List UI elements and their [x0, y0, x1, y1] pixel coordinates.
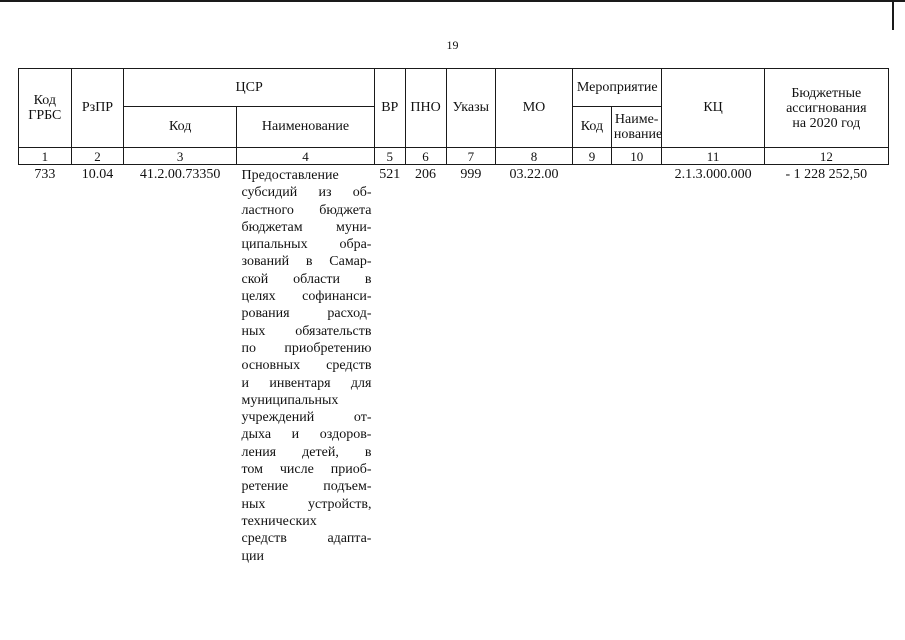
- name-line: средств адапта-: [241, 531, 372, 547]
- name-line: Предоставление: [241, 168, 339, 183]
- right-border-line: [892, 0, 894, 30]
- cell-vr: 521: [374, 165, 405, 565]
- cell-csr-code: 41.2.00.73350: [124, 165, 237, 565]
- header-csr-name: Наименование: [237, 107, 375, 148]
- name-line: зований в Самар-: [241, 254, 372, 270]
- header-grbs: Код ГРБС: [19, 69, 72, 148]
- name-line: ципальных обра-: [241, 237, 372, 253]
- column-number: 2: [71, 148, 124, 165]
- name-line: технических: [241, 513, 317, 529]
- name-line: по приобретению: [241, 340, 372, 356]
- column-number: 10: [611, 148, 662, 165]
- header-mer-code: Код: [572, 107, 611, 148]
- cell-ukazy: 999: [446, 165, 496, 565]
- name-line: и инвентаря для: [241, 375, 372, 391]
- header-ukazy: Указы: [446, 69, 496, 148]
- header-mo: МО: [496, 69, 573, 148]
- header-csr-code: Код: [124, 107, 237, 148]
- column-number: 6: [405, 148, 446, 165]
- column-number: 8: [496, 148, 573, 165]
- name-line: ных обязательств: [241, 323, 372, 339]
- cell-amount: - 1 228 252,50: [764, 165, 888, 565]
- name-line: ных устройств,: [241, 496, 372, 512]
- column-number: 11: [662, 148, 764, 165]
- header-vr: ВР: [374, 69, 405, 148]
- cell-mer-name: [611, 165, 662, 565]
- name-line: ской области в: [241, 271, 372, 287]
- name-line: ления детей, в: [241, 444, 372, 460]
- column-number: 9: [572, 148, 611, 165]
- cell-grbs: 733: [19, 165, 72, 565]
- header-mer-name: Наиме- нование: [611, 107, 662, 148]
- cell-kc: 2.1.3.000.000: [662, 165, 764, 565]
- name-line: субсидий из об-: [241, 185, 372, 201]
- name-line: том числе приоб-: [241, 462, 372, 478]
- budget-table: [18, 68, 889, 565]
- name-line: учреждений от-: [241, 410, 372, 426]
- cell-rzpr: 10.04: [71, 165, 124, 565]
- column-number: 5: [374, 148, 405, 165]
- cell-mo: 03.22.00: [496, 165, 573, 565]
- name-line: целях софинанси-: [241, 289, 372, 305]
- column-number: 1: [19, 148, 72, 165]
- page-number: 19: [446, 38, 459, 52]
- name-line: дыха и оздоров-: [241, 427, 372, 443]
- name-line: ластного бюджета: [241, 202, 372, 218]
- name-line: бюджетам муни-: [241, 219, 372, 235]
- header-rzpr: РзПР: [71, 69, 124, 148]
- header-kc: КЦ: [662, 69, 764, 148]
- cell-mer-code: [572, 165, 611, 565]
- name-line: рования расход-: [241, 306, 372, 322]
- column-number: 7: [446, 148, 496, 165]
- table-row: [19, 165, 889, 565]
- column-number: 12: [764, 148, 888, 165]
- top-border-line: [0, 0, 905, 2]
- cell-csr-name: [237, 165, 375, 565]
- header-pno: ПНО: [405, 69, 446, 148]
- cell-pno: 206: [405, 165, 446, 565]
- name-line: муниципальных: [241, 392, 339, 408]
- column-number: 3: [124, 148, 237, 165]
- header-csr: ЦСР: [124, 69, 375, 107]
- column-number: 4: [237, 148, 375, 165]
- name-line: основных средств: [241, 358, 372, 374]
- header-meropriyatie: Мероприятие: [572, 69, 662, 107]
- name-line: ретение подъем-: [241, 479, 372, 495]
- header-budget: Бюджетные ассигнования на 2020 год: [764, 69, 888, 148]
- name-line: ции: [241, 548, 264, 564]
